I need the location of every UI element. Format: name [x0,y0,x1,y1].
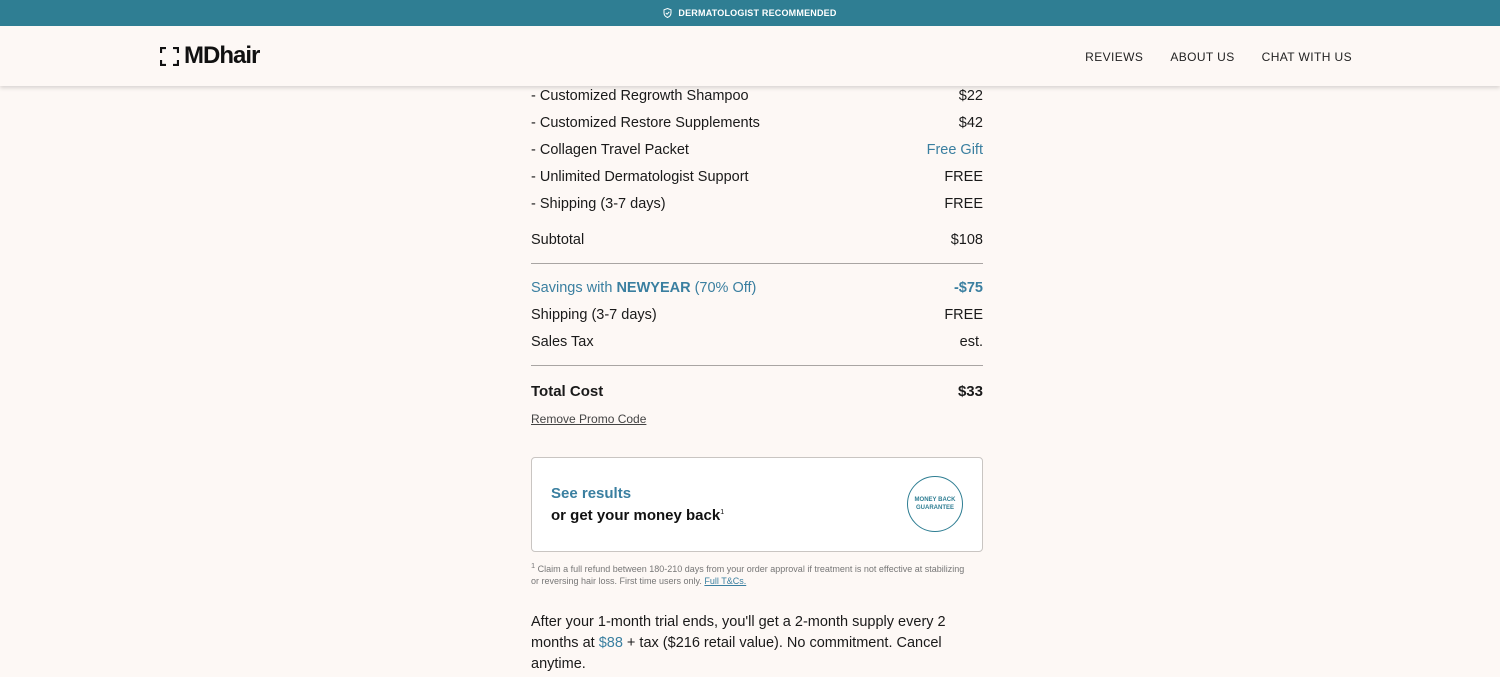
tax-value: est. [959,333,983,350]
promo-code: NEWYEAR [616,279,691,296]
line-item-label: - Unlimited Dermatologist Support [531,168,749,185]
renewal-price: $88 [598,635,623,651]
shipping-label: Shipping (3-7 days) [531,306,657,323]
logo-bracket-icon [160,47,179,66]
nav-chat-with-us[interactable]: CHAT WITH US [1261,50,1352,64]
line-item-label: - Collagen Travel Packet [531,141,689,158]
guarantee-subline: or get your money back$^1$ [551,507,725,524]
site-header [0,26,1500,86]
savings-row [531,274,983,301]
subtotal-label: Subtotal [531,231,585,248]
subtotal-row [531,226,983,253]
main-nav [1085,50,1352,64]
total-value: $33 [957,382,983,400]
divider [531,365,983,366]
line-item-label: - Shipping (3-7 days) [531,195,666,212]
money-back-guarantee-card [531,457,983,552]
free-gift-value: Free Gift [926,141,983,158]
line-item-value: $22 [958,87,983,104]
line-item-value: $42 [958,114,983,131]
money-back-badge: MONEY BACK GUARANTEE [907,476,963,532]
total-label: Total Cost [531,382,604,400]
tax-row [531,328,983,355]
promo-banner [0,0,1500,26]
remove-promo-link[interactable]: Remove Promo Code [531,412,647,426]
line-item-label: - Customized Restore Supplements [531,114,760,131]
line-item-collagen [531,136,983,163]
refund-footnote: $^1$ Claim a full refund between 180-210 days from your order approval if treatment is not effective at stabilizing or reversing hair loss. First time users only. Full T&Cs. [531,561,965,586]
logo[interactable] [160,42,259,70]
promo-text: DERMATOLOGIST RECOMMENDED [678,8,837,18]
line-item-value: FREE [944,168,983,185]
divider [531,263,983,264]
line-item-support [531,163,983,190]
order-summary [531,60,983,675]
logo-text: MDhair [184,42,260,69]
terms-link[interactable]: Full T&Cs. [704,576,747,586]
savings-label: Savings with NEWYEAR (70% Off) [531,279,757,296]
shipping-value: FREE [944,306,983,323]
shield-check-icon [663,8,672,18]
nav-about-us[interactable]: ABOUT US [1170,50,1235,64]
total-row [531,376,983,406]
subtotal-value: $108 [950,231,983,248]
line-item-shampoo [531,82,983,109]
line-item-value: FREE [944,195,983,212]
savings-value: -$75 [953,279,983,296]
nav-reviews[interactable]: REVIEWS [1085,50,1144,64]
guarantee-headline: See results [551,485,632,502]
shipping-row [531,301,983,328]
line-item-label: - Customized Regrowth Shampoo [531,87,749,104]
trial-terms: After your 1-month trial ends, you'll get a 2-month supply every 2 months at $88 + tax ($216 retail value). No commitment. Cancel anytime. [531,614,946,672]
line-item-supplements [531,109,983,136]
tax-label: Sales Tax [531,333,594,350]
line-item-shipping [531,190,983,217]
